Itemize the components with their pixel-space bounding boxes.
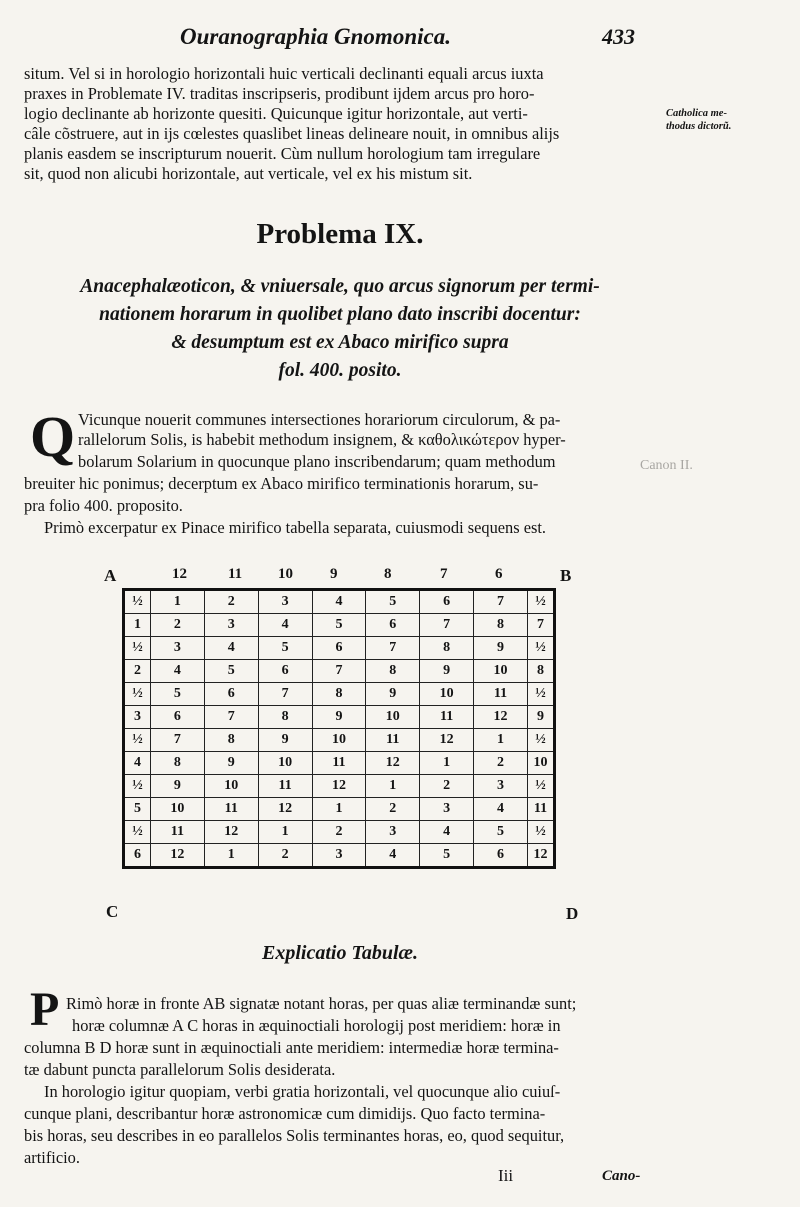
- paragraph-2-line: tæ dabunt puncta parallelorum Solis desiderata.: [24, 1060, 336, 1079]
- table-cell: 10: [258, 752, 312, 775]
- table-row: [124, 683, 555, 706]
- table-cell: ½: [124, 729, 151, 752]
- table-cell: 1: [420, 752, 474, 775]
- table-cell: 9: [366, 683, 420, 706]
- table-cell: 3: [420, 798, 474, 821]
- table-cell: ½: [124, 683, 151, 706]
- table-cell: 10: [204, 775, 258, 798]
- table-cell: 6: [204, 683, 258, 706]
- table-row: [124, 706, 555, 729]
- paragraph-2-line: bis horas, seu describes in eo parallelos Solis terminantes horas, eo, quod sequitur,: [24, 1126, 565, 1145]
- table-cell: 4: [420, 821, 474, 844]
- table-cell: 11: [204, 798, 258, 821]
- text-line: praxes in Problemate IV. traditas inscripseris, prodibunt ijdem arcus pro horo-: [24, 84, 535, 103]
- paragraph-1-line: breuiter hic ponimus; decerptum ex Abaco mirifico terminationis horarum, su-: [24, 474, 539, 493]
- table-cell: 8: [366, 660, 420, 683]
- table-row: [124, 775, 555, 798]
- table-cell: 9: [420, 660, 474, 683]
- drop-cap-p: P: [30, 983, 60, 1036]
- table-cell: 1: [366, 775, 420, 798]
- margin-note: [666, 107, 731, 133]
- table-cell: 6: [151, 706, 205, 729]
- table-cell: 12: [151, 844, 205, 868]
- problem-subtitle: [0, 273, 680, 385]
- problem-heading: Problema IX.: [256, 218, 424, 250]
- table-cell: 8: [528, 660, 555, 683]
- table-cell: ½: [124, 775, 151, 798]
- table-cell: 7: [366, 637, 420, 660]
- table-cell: 12: [204, 821, 258, 844]
- paragraph-2-line: cunque plani, describantur horæ astronomicæ cum dimidijs. Quo facto termina-: [24, 1104, 546, 1123]
- subtitle-line: fol. 400. posito.: [278, 360, 402, 381]
- page-number: 433: [602, 24, 635, 49]
- table-cell: 3: [474, 775, 528, 798]
- table-cell: 4: [366, 844, 420, 868]
- top-hour-label: 7: [440, 566, 448, 582]
- text-line: sit, quod non alicubi horizontale, aut verticale, vel ex his mistum sit.: [24, 164, 473, 183]
- table-cell: 3: [204, 614, 258, 637]
- table-cell: 3: [312, 844, 366, 868]
- table-cell: 9: [474, 637, 528, 660]
- table-row: [124, 590, 555, 614]
- top-hour-label: 10: [278, 566, 293, 582]
- table-cell: 5: [312, 614, 366, 637]
- top-hour-label: 6: [495, 566, 503, 582]
- table-cell: ½: [528, 683, 555, 706]
- table-cell: 10: [420, 683, 474, 706]
- table-row: [124, 844, 555, 868]
- table-cell: 5: [204, 660, 258, 683]
- table-cell: 9: [204, 752, 258, 775]
- table-cell: 7: [204, 706, 258, 729]
- table-cell: 1: [151, 590, 205, 614]
- hour-termination-table: [122, 588, 556, 869]
- table-cell: 8: [151, 752, 205, 775]
- drop-cap-q: Q: [30, 404, 76, 469]
- text-line: câle cõstruere, aut in ijs cœlestes quaslibet lineas delineare nouit, in omnibus alijs: [24, 124, 560, 143]
- table-cell: 2: [124, 660, 151, 683]
- text-line: logio declinante ab horizonte quesiti. Quicunque igitur horizontale, aut verti-: [24, 104, 528, 123]
- table-cell: 6: [258, 660, 312, 683]
- table-cell: 12: [366, 752, 420, 775]
- top-hour-label: 12: [172, 566, 187, 582]
- explicatio-heading: Explicatio Tabulæ.: [262, 942, 418, 964]
- paragraph-1-line: bolarum Solarium in quocunque plano inscribendarum; quam methodum: [78, 452, 556, 471]
- table-cell: 4: [312, 590, 366, 614]
- table-cell: 7: [258, 683, 312, 706]
- table-cell: ½: [124, 637, 151, 660]
- table-cell: 11: [312, 752, 366, 775]
- table-cell: 12: [312, 775, 366, 798]
- table-cell: 6: [474, 844, 528, 868]
- margin-note-line: thodus dictorũ.: [666, 121, 732, 132]
- paragraph-1-line: pra folio 400. proposito.: [24, 496, 183, 515]
- table-cell: 5: [366, 590, 420, 614]
- table-cell: ½: [528, 821, 555, 844]
- table-cell: 7: [528, 614, 555, 637]
- table-row: [124, 798, 555, 821]
- table-cell: 1: [312, 798, 366, 821]
- table-cell: 5: [124, 798, 151, 821]
- table-cell: 2: [151, 614, 205, 637]
- bleed-through-text: Canon II.: [640, 458, 693, 473]
- table-cell: 2: [420, 775, 474, 798]
- table-cell: 5: [474, 821, 528, 844]
- table-row: [124, 637, 555, 660]
- table-cell: 12: [420, 729, 474, 752]
- table-cell: 2: [312, 821, 366, 844]
- table-cell: 8: [420, 637, 474, 660]
- table-cell: 4: [151, 660, 205, 683]
- table-cell: 5: [420, 844, 474, 868]
- intro-paragraph: [24, 64, 664, 184]
- table-cell: 11: [366, 729, 420, 752]
- top-hour-label: 8: [384, 566, 392, 582]
- table-cell: 8: [258, 706, 312, 729]
- table-cell: 2: [474, 752, 528, 775]
- subtitle-line: & desumptum est ex Abaco mirifico supra: [171, 332, 509, 353]
- table-cell: 8: [312, 683, 366, 706]
- table-cell: 2: [366, 798, 420, 821]
- paragraph-2-line: In horologio igitur quopiam, verbi gratia horizontali, vel quocunque alio cuiuſ-: [44, 1082, 561, 1101]
- table-cell: 3: [151, 637, 205, 660]
- table-cell: 1: [474, 729, 528, 752]
- table-cell: 11: [151, 821, 205, 844]
- table-cell: ½: [124, 590, 151, 614]
- table-cell: 6: [124, 844, 151, 868]
- table-cell: 4: [124, 752, 151, 775]
- paragraph-1-line: rallelorum Solis, is habebit methodum insignem, & καθολικώτερον hyper-: [78, 430, 566, 449]
- table-cell: 11: [528, 798, 555, 821]
- top-hour-label: 11: [228, 566, 243, 582]
- paragraph-1-line: Primò excerpatur ex Pinace mirifico tabella separata, cuiusmodi sequens est.: [44, 518, 547, 537]
- text-line: planis easdem se inscripturum nouerit. Cùm nullum horologium tam irregulare: [24, 144, 541, 163]
- table-row: [124, 614, 555, 637]
- table-cell: 9: [312, 706, 366, 729]
- paragraph-2-line: artificio.: [24, 1148, 80, 1167]
- subtitle-line: Anacephalæoticon, & vniuersale, quo arcus signorum per termi-: [80, 276, 600, 297]
- margin-note-line: Catholica me-: [666, 108, 727, 119]
- table-cell: 11: [258, 775, 312, 798]
- table-cell: 10: [528, 752, 555, 775]
- table-cell: 10: [474, 660, 528, 683]
- corner-label-d: D: [566, 904, 579, 923]
- table-cell: 7: [151, 729, 205, 752]
- table-cell: 6: [312, 637, 366, 660]
- table-cell: 4: [258, 614, 312, 637]
- table-cell: 8: [474, 614, 528, 637]
- table-cell: 7: [474, 590, 528, 614]
- table-cell: ½: [528, 775, 555, 798]
- table-cell: 10: [366, 706, 420, 729]
- table-cell: 10: [312, 729, 366, 752]
- text-line: situm. Vel si in horologio horizontali huic verticali declinanti equali arcus iuxta: [24, 64, 544, 83]
- table-cell: 4: [474, 798, 528, 821]
- table-cell: 6: [420, 590, 474, 614]
- paragraph-2-first-line: Rimò horæ in fronte AB signatæ notant horas, per quas aliæ terminandæ sunt;: [66, 994, 577, 1013]
- table-cell: 12: [258, 798, 312, 821]
- table-cell: 1: [204, 844, 258, 868]
- table-cell: 9: [528, 706, 555, 729]
- table-cell: 9: [258, 729, 312, 752]
- corner-label-c: C: [106, 902, 119, 921]
- table-cell: 5: [151, 683, 205, 706]
- table-cell: 7: [420, 614, 474, 637]
- table-cell: ½: [528, 637, 555, 660]
- table-row: [124, 821, 555, 844]
- table-cell: 11: [474, 683, 528, 706]
- table-cell: 1: [258, 821, 312, 844]
- table-cell: 11: [420, 706, 474, 729]
- table-cell: 3: [366, 821, 420, 844]
- table-cell: 7: [312, 660, 366, 683]
- table-cell: 6: [366, 614, 420, 637]
- table-cell: 10: [151, 798, 205, 821]
- table-cell: 3: [258, 590, 312, 614]
- table-row: [124, 660, 555, 683]
- paragraph-1-first-line: Vicunque nouerit communes intersectiones horariorum circulorum, & pa-: [78, 410, 561, 429]
- table-cell: 2: [258, 844, 312, 868]
- table-cell: ½: [528, 729, 555, 752]
- catchword: Cano-: [602, 1168, 641, 1184]
- table-cell: 3: [124, 706, 151, 729]
- corner-label-b: B: [560, 566, 572, 585]
- paragraph-2-line: horæ columnæ A C horas in æquinoctiali horologij post meridiem: horæ in: [72, 1016, 561, 1035]
- running-title: Ouranographia Gnomonica.: [180, 24, 451, 49]
- table-cell: 4: [204, 637, 258, 660]
- table-row: [124, 752, 555, 775]
- table-cell: 1: [124, 614, 151, 637]
- top-hour-label: 9: [330, 566, 338, 582]
- table-cell: 12: [474, 706, 528, 729]
- paragraph-2-line: columna B D horæ sunt in æquinoctiali ante meridiem: intermediæ horæ termina-: [24, 1038, 559, 1057]
- table-cell: 9: [151, 775, 205, 798]
- table-cell: 2: [204, 590, 258, 614]
- table-row: [124, 729, 555, 752]
- table-cell: 12: [528, 844, 555, 868]
- table-cell: 5: [258, 637, 312, 660]
- table-cell: 8: [204, 729, 258, 752]
- table-cell: ½: [528, 590, 555, 614]
- corner-label-a: A: [104, 566, 117, 585]
- subtitle-line: nationem horarum in quolibet plano dato inscribi docentur:: [99, 304, 581, 325]
- signature-mark: Iii: [498, 1166, 514, 1185]
- table-cell: ½: [124, 821, 151, 844]
